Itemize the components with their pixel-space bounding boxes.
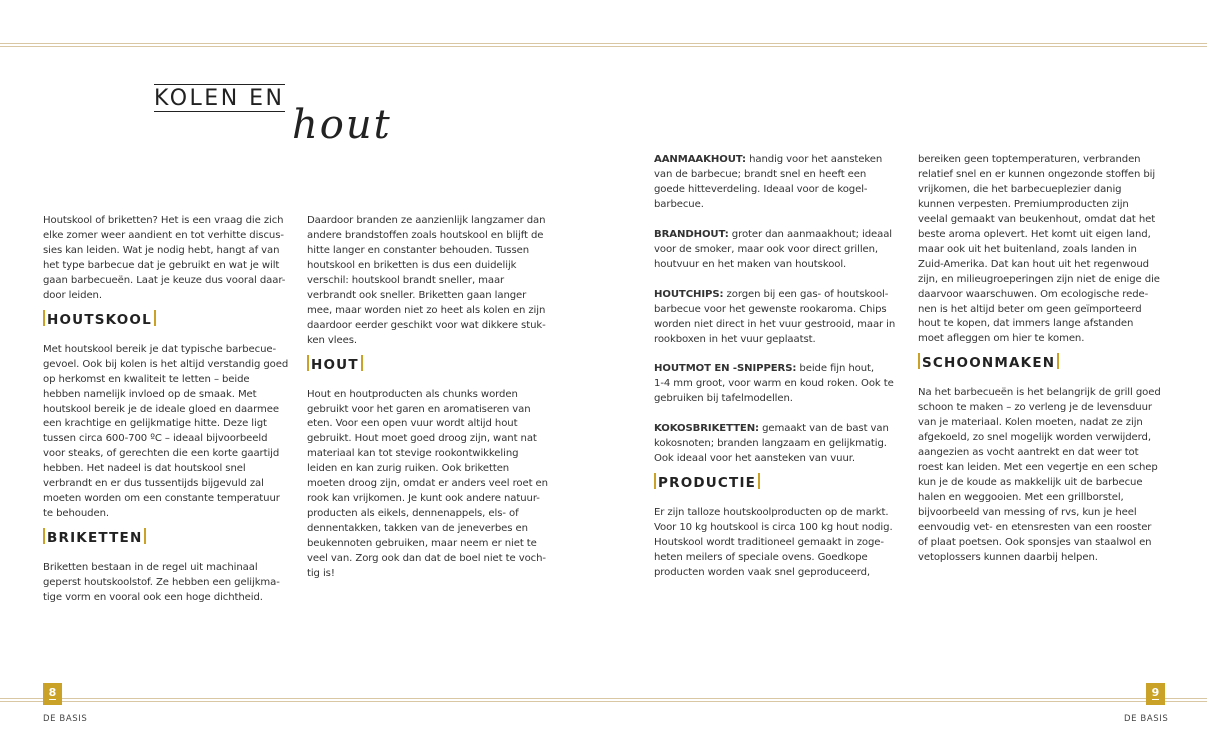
accent-bar [1057,353,1059,369]
section-heading-briketten: BRIKETTEN [38,528,289,547]
term: HOUTMOT EN -SNIPPERS: [654,363,797,375]
accent-bar [144,528,146,544]
accent-bar [758,473,760,489]
houtskool-paragraph: Met houtskool bereik je dat typische barbecue- gevoel. Ook bij kolen is het altijd verstandig goed op herkomst en kwaliteit te letten – beide hebben namelijk invloed op de smaak. Met houtskool bereik je de ideale gloed en daarmee een krachtige en gelijkmatige hitte. Deze ligt tussen circa 600-700 ºC – ideaal bijvoorbeeld voor steaks, of gerechten die een korte gaartijd hebben. Het nadeel is dat houtskool snel verbrandt en er dus tussentijds bijgevuld zal moeten worden om een constante temperatuur te behouden. [43,343,289,520]
term: BRANDHOUT: [654,228,729,240]
definition-kokosbriketten: KOKOSBRIKETTEN: gemaakt van de bast van kokosnoten; branden langzaam en gelijkmatig. Ook ideaal voor het aansteken van vuur. [654,423,889,465]
section-heading-productie: PRODUCTIE [649,473,900,492]
section-heading-houtskool: HOUTSKOOL [38,310,289,329]
column-4 [918,153,1164,566]
term: KOKOSBRIKETTEN: [654,423,759,435]
briketten-paragraph: Briketten bestaan in de regel uit machinaal geperst houtskoolstof. Ze hebben een gelijkma- tige vorm en vooral ook een hoge dichtheid. [43,562,280,604]
page-number-left: 8 [43,683,62,705]
bottom-rule [0,698,1207,702]
column-1 [43,214,289,606]
term: HOUTCHIPS: [654,288,724,300]
page-number-right: 9 [1146,683,1165,705]
schoonmaken-paragraph: Na het barbecueën is het belangrijk de grill goed schoon te maken – zo verleng je de levensduur van je materiaal. Kolen moeten, nadat ze zijn afgekoeld, zo snel mogelijk worden verwijderd, aangezien as vocht aantrekt en dat weer tot roest kan leiden. Met een vegertje en een schep kun je de koude as makkelijk uit de barbecue halen en weggooien. Met een grillborstel, bijvoorbeeld van messing of rvs, kun je heel eenvoudig vet- en etensresten van een rooster of plaat poetsen. Ook sponsjes van staalwol en vetoplossers kunnen daarbij helpen. [918,387,1161,563]
page-title-script: hout [292,102,392,148]
column-2 [307,214,553,582]
footer-label-left: DE BASIS [43,714,88,724]
definition-houtchips: HOUTCHIPS: zorgen bij een gas- of houtskool- barbecue voor het gewenste rookaroma. Chips worden niet direct in het vuur gestrooid, maar in rookboxen in het vuur geplaatst. [654,288,896,345]
productie-paragraph: Er zijn talloze houtskoolproducten op de markt. Voor 10 kg houtskool is circa 100 kg hout nodig. Houtskool wordt traditioneel gemaakt in zoge- heten meilers of speciale ovens. Goedkope producten worden vaak snel geproduceerd, [654,507,893,579]
accent-bar [361,355,363,371]
footer-label-right: DE BASIS [1124,714,1169,724]
briketten-continued-paragraph: Daardoor branden ze aanzienlijk langzamer dan andere brandstoffen zoals houtskool en blijft de hitte langer en constanter behouden. Tussen houtskool en briketten is dus een duidelijk verschil: houtskool brandt sneller, maar verbrandt ook sneller. Briketten gaan langer mee, maar worden niet zo heet als kolen en zijn daardoor eerder geschikt voor wat dikkere stuk- ken vlees. [307,215,546,346]
top-rule [0,43,1207,47]
productie-continued-paragraph: bereiken geen toptemperaturen, verbranden relatief snel en er kunnen ongezonde stoffen bij vrijkomen, die het barbecueplezier danig kunnen verpesten. Premiumproducten zijn veelal gemaakt van beukenhout, omdat dat het beste aroma oplevert. Het komt uit eigen land, maar ook uit het buitenland, zoals landen in Zuid-Amerika. Dat kan hout uit het regenwoud zijn, en milieugroeperingen zijn niet de enige die daarvoor waarschuwen. Om ecologische rede- nen is het altijd beter om geen geïmporteerd hout te kopen, dat immers lange afstanden moet afleggen om hier te komen. [918,154,1160,345]
intro-paragraph: Houtskool of briketten? Het is een vraag die zich elke zomer weer aandient en tot verhitte discus- sies kan leiden. Wat je nodig hebt, hangt af van het type barbecue dat je gebruikt en wat je wilt gaan barbecueën. Laat je keuze dus vooral daar- door leiden. [43,215,286,301]
definition-brandhout: BRANDHOUT: groter dan aanmaakhout; ideaal voor de smoker, maar ook voor direct grillen, houtvuur en het maken van houtskool. [654,228,892,270]
page-title: KOLEN EN [154,86,285,111]
definition-aanmaakhout: AANMAAKHOUT: handig voor het aansteken van de barbecue; brandt snel en heeft een goede hitteverdeling. Ideaal voor de kogel- barbecue. [654,154,883,210]
definition-houtmot: HOUTMOT EN -SNIPPERS: beide fijn hout, 1-4 mm groot, voor warm en koud roken. Ook te gebruiken bij tafelmodellen. [654,363,894,405]
section-heading-hout: HOUT [302,355,553,374]
section-heading-schoonmaken: SCHOONMAKEN [913,353,1164,372]
hout-paragraph: Hout en houtproducten als chunks worden gebruikt voor het garen en aromatiseren van eten. Voor een open vuur wordt altijd hout gebruikt. Hout moet goed droog zijn, want nat materiaal kan tot stevige rookontwikkeling leiden en kan zurig ruiken. Ook briketten moeten droog zijn, omdat er anders veel roet en rook kan vrijkomen. Je kunt ook andere natuur- producten als eikels, dennenappels, els- of dennentakken, takken van de jeneverbes en beukennoten gebruiken, maar neem er niet te veel van. Zorg ook dan dat de boel niet te voch- tig is! [307,388,548,580]
column-3 [654,153,900,581]
accent-bar [154,310,156,326]
term: AANMAAKHOUT: [654,154,746,165]
